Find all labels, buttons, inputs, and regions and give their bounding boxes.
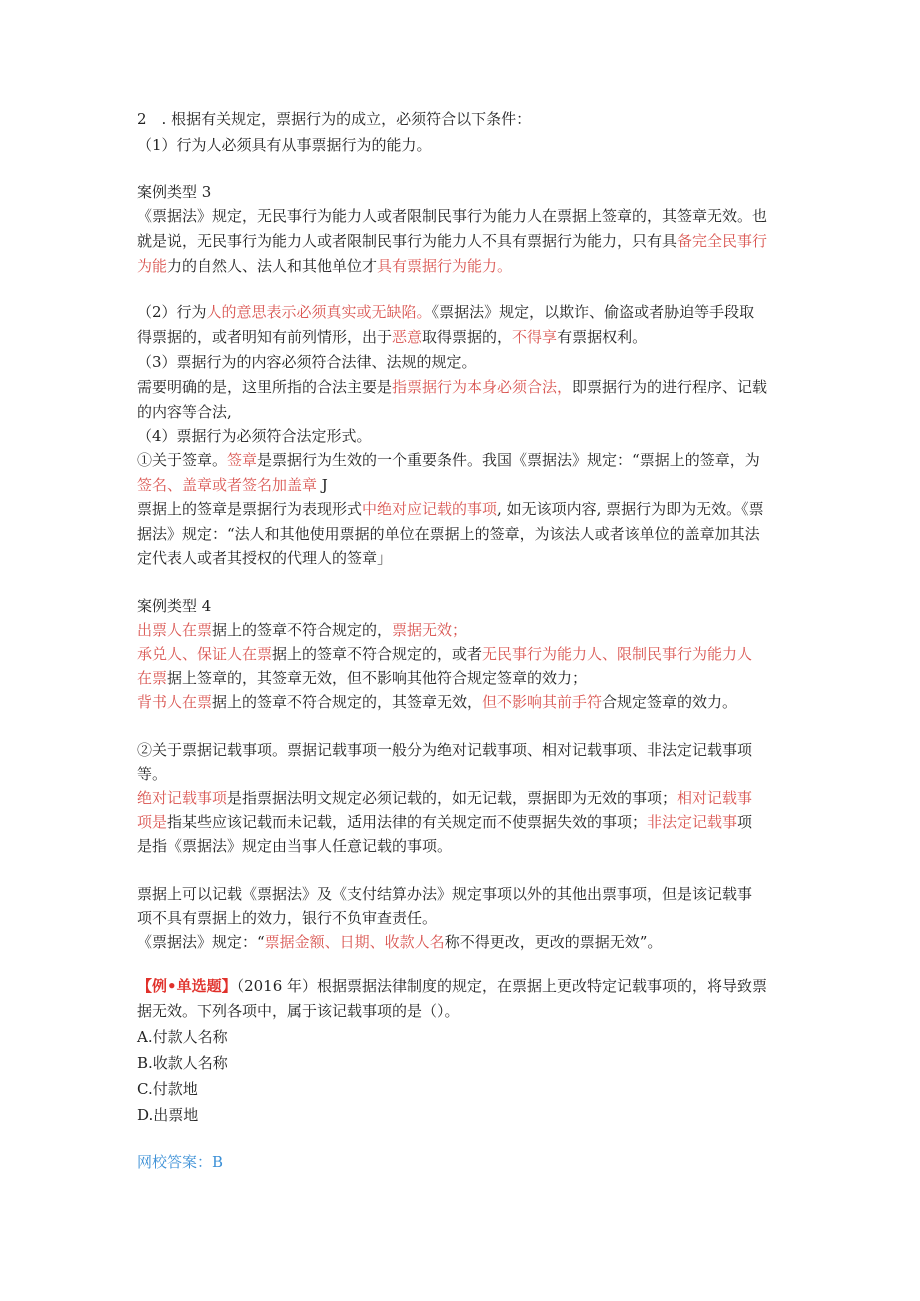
highlighted-text: 签名、盖章或者签名加盖章: [137, 476, 318, 494]
highlighted-text: 项是: [137, 813, 168, 831]
body-text: 项不具有票据上的效力，银行不负审查责任。: [137, 909, 438, 927]
body-text: B.收款人名称: [137, 1054, 228, 1072]
body-text: D.出票地: [137, 1106, 199, 1124]
text-line: [137, 740, 752, 760]
text-line: [137, 668, 587, 688]
body-text: 就是说，无民事行为能力人或者限制民事行为能力人不具有票据行为能力，只有具: [137, 232, 678, 250]
text-line: [137, 302, 754, 322]
highlighted-text: 具有票据行为能力。: [377, 257, 513, 275]
text-line: [137, 908, 437, 928]
body-text: 得票据的，或者明知有前列情形，出于: [137, 328, 393, 346]
text-line: [137, 352, 477, 372]
text-line: [137, 327, 647, 347]
body-text: 称不得更改，更改的票据无效”。: [444, 933, 663, 951]
body-text: （2016 年）根据票据法律制度的规定，在票据上更改特定记载事项的，将导致票: [236, 977, 768, 995]
text-line: [137, 1027, 228, 1047]
body-text: 取得票据的，: [422, 328, 513, 346]
highlighted-text: 但不影响其前手符: [482, 693, 603, 711]
text-line: [137, 548, 392, 568]
body-text: 有票据权利。: [557, 328, 648, 346]
highlighted-text: 出票人在票: [137, 621, 213, 639]
text-line: [137, 256, 512, 276]
text-line: [137, 884, 752, 904]
body-text: （1）行为人必须具有从事票据行为的能力。: [137, 136, 432, 154]
body-text: 据上的签章不符合规定的，: [212, 621, 393, 639]
body-text: 合规定签章的效力。: [602, 693, 738, 711]
body-text: 据上签章的，其签章无效，但不影响其他符合规定签章的效力；: [167, 669, 588, 687]
text-line: [137, 426, 372, 446]
text-line: [137, 788, 752, 808]
body-text: 需要明确的是，这里所指的合法主要是: [137, 378, 393, 396]
body-text: 据上的签章不符合规定的，其签章无效，: [212, 693, 483, 711]
body-text: ①关于签章。: [137, 451, 228, 469]
highlighted-text: 票据金额、日期、收款人名: [264, 933, 445, 951]
highlighted-text: 恶意: [392, 328, 423, 346]
highlighted-text: 承兑人、保证人在票: [137, 645, 273, 663]
body-text: A.付款人名称: [137, 1028, 228, 1046]
body-text: ②关于票据记载事项。票据记载事项一般分为绝对记载事项、相对记载事项、非法定记载事项: [137, 741, 753, 759]
body-text: 据无效。下列各项中，属于该记载事项的是（）。: [137, 1002, 460, 1020]
body-text: 的内容等合法,: [137, 403, 232, 421]
text-line: [137, 976, 767, 996]
text-line: [137, 1152, 223, 1172]
text-line: [137, 596, 211, 616]
body-text: 是票据行为生效的一个重要条件。我国《票据法》规定：“票据上的签章，为: [257, 451, 760, 469]
body-text: （3）票据行为的内容必须符合法律、法规的规定。: [137, 353, 477, 371]
highlighted-text: 相对记载事: [677, 789, 753, 807]
text-line: [137, 1053, 228, 1073]
text-line: [137, 206, 767, 226]
highlighted-text: 签章: [227, 451, 258, 469]
text-line: [137, 932, 662, 952]
text-line: [137, 1001, 460, 1021]
text-line: [137, 812, 752, 832]
body-text: 《票据法》规定：“: [137, 933, 265, 951]
text-line: [137, 402, 232, 422]
text-line: [137, 1079, 198, 1099]
text-line: [137, 1105, 198, 1125]
body-text: , 如无该项内容, 票据行为即为无效。《票: [497, 500, 764, 518]
body-text: 等。: [137, 765, 168, 783]
body-text: 力的自然人、法人和其他单位才: [167, 257, 378, 275]
text-line: [137, 499, 764, 519]
text-line: [137, 764, 167, 784]
body-text: 2 . 根据有关规定，票据行为的成立，必须符合以下条件：: [137, 110, 532, 128]
text-line: [137, 182, 211, 202]
body-text: 据上的签章不符合规定的，或者: [272, 645, 483, 663]
highlighted-text: 中绝对应记载的事项: [362, 500, 498, 518]
body-text: 是指《票据法》规定由当事人任意记载的事项。: [137, 837, 453, 855]
body-text: 票据上的签章是票据行为表现形式: [137, 500, 363, 518]
text-line: [137, 836, 452, 856]
highlighted-text: 背书人在票: [137, 693, 213, 711]
body-text: 票据上可以记载《票据法》及《支付结算办法》规定事项以外的其他出票事项，但是该记载事: [137, 885, 753, 903]
body-text: 定代表人或者其授权的代理人的签章」: [137, 549, 393, 567]
text-line: [137, 475, 328, 495]
text-line: [137, 692, 737, 712]
text-line: [137, 524, 760, 544]
highlighted-text: 非法定记载事: [647, 813, 738, 831]
body-text: 指某些应该记载而未记载，适用法律的有关规定而不使票据失效的事项；: [167, 813, 648, 831]
body-text: C.付款地: [137, 1080, 198, 1098]
text-line: [137, 644, 752, 664]
highlighted-text: 无民事行为能力人、限制民事行为能力人: [482, 645, 753, 663]
text-line: [137, 109, 531, 129]
highlighted-text: 不得享: [512, 328, 558, 346]
highlighted-text: 为能: [137, 257, 168, 275]
body-text: 《票据法》规定，无民事行为能力人或者限制民事行为能力人在票据上签章的，其签章无效。也: [137, 207, 768, 225]
body-text: （2）行为: [137, 303, 207, 321]
body-text: 是指票据法明文规定必须记载的，如无记载，票据即为无效的事项；: [227, 789, 678, 807]
body-text: 项: [737, 813, 753, 831]
highlighted-text: 【例•单选题】: [137, 977, 237, 995]
highlighted-text: 人的意思表示必须真实或无缺陷。: [206, 303, 432, 321]
body-text: 即票据行为的进行程序、记载: [572, 378, 768, 396]
body-text: 《票据法》规定，以欺诈、偷盗或者胁迫等手段取: [431, 303, 755, 321]
text-line: [137, 135, 432, 155]
highlighted-text: 绝对记载事项: [137, 789, 228, 807]
body-text: 据法》规定：“法人和其他使用票据的单位在票据上的签章，为该法人或者该单位的盖章加其法: [137, 525, 760, 543]
highlighted-text: 网校答案：B: [137, 1153, 224, 1171]
text-line: [137, 620, 467, 640]
highlighted-text: 备完全民事行: [677, 232, 768, 250]
text-line: [137, 377, 767, 397]
highlighted-text: 指票据行为本身必须合法，: [392, 378, 573, 396]
body-text: （4）票据行为必须符合法定形式。: [137, 427, 372, 445]
body-text: 案例类型 3: [137, 183, 212, 201]
body-text: J: [317, 476, 328, 494]
highlighted-text: 在票: [137, 669, 168, 687]
body-text: 案例类型 4: [137, 597, 212, 615]
text-line: [137, 450, 760, 470]
text-line: [137, 231, 767, 251]
highlighted-text: 票据无效；: [392, 621, 468, 639]
